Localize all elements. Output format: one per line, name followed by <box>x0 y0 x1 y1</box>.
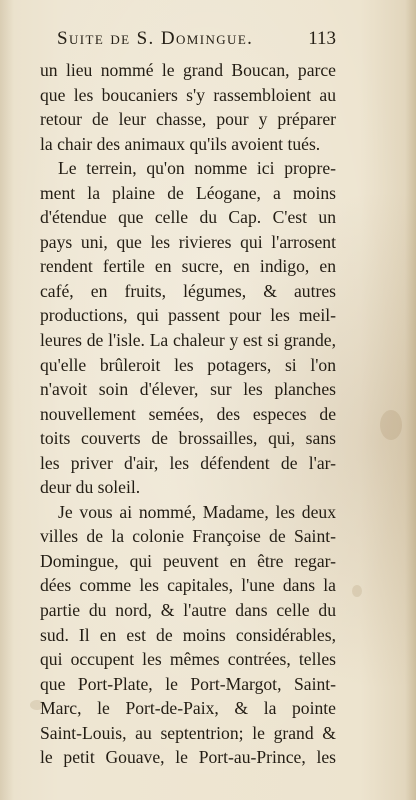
text-line: d'étendue que celle du Cap. C'est un <box>40 207 336 228</box>
text-line: Le terrein, qu'on nomme ici propre- <box>58 158 336 179</box>
text-line: productions, qui passent pour les meil- <box>40 305 336 326</box>
text-line: villes de la colonie Françoise de Saint- <box>40 526 336 547</box>
text-line: leures de l'isle. La chaleur y est si grande, <box>40 330 336 351</box>
page-header <box>0 22 416 48</box>
text-line: ment la plaine de Léogane, a moins <box>40 182 336 203</box>
text-line: Domingue, qui peuvent en être regar- <box>40 550 336 571</box>
text-line: dées comme les capitales, l'une dans la <box>40 575 336 596</box>
text-line: que Port-Plate, le Port-Margot, Saint- <box>40 673 336 694</box>
text-line: qui occupent les mêmes contrées, telles <box>40 649 336 670</box>
text-line: Marc, le Port-de-Paix, & la pointe <box>40 698 336 719</box>
text-line: café, en fruits, légumes, & autres <box>40 280 336 301</box>
text-line: sud. Il en est de moins considérables, <box>40 624 336 645</box>
paper-stain <box>380 410 402 440</box>
text-line: le petit Gouave, le Port-au-Prince, les <box>40 747 336 768</box>
text-line: Saint-Louis, au septentrion; le grand & <box>40 722 336 743</box>
text-line: pays uni, que les rivieres qui l'arrosent <box>40 231 336 252</box>
running-head: Suite de S. Domingue. <box>57 28 254 49</box>
text-line: rendent fertile en sucre, en indigo, en <box>40 256 336 277</box>
text-line: retour de leur chasse, pour y préparer <box>40 109 336 130</box>
text-line: n'avoit soin d'élever, sur les planches <box>40 379 336 400</box>
text-line: un lieu nommé le grand Boucan, parce <box>40 60 336 80</box>
body-text <box>40 58 336 770</box>
text-line: qu'elle brûleroit les potagers, si l'on <box>40 354 336 375</box>
text-line: nouvellement semées, des especes de <box>40 403 336 424</box>
text-line: que les boucaniers s'y rassembloient au <box>40 84 336 105</box>
text-line: la chair des animaux qu'ils avoient tués. <box>40 133 321 154</box>
text-line: les priver d'air, les défendent de l'ar- <box>40 452 336 473</box>
paper-stain <box>352 585 362 597</box>
text-line: Je vous ai nommé, Madame, les deux <box>58 501 336 522</box>
text-line: toits couverts de brossailles, qui, sans <box>40 428 336 449</box>
text-line: partie du nord, & l'autre dans celle du <box>40 600 336 621</box>
text-line: deur du soleil. <box>40 477 141 498</box>
page-number: 113 <box>308 28 336 49</box>
